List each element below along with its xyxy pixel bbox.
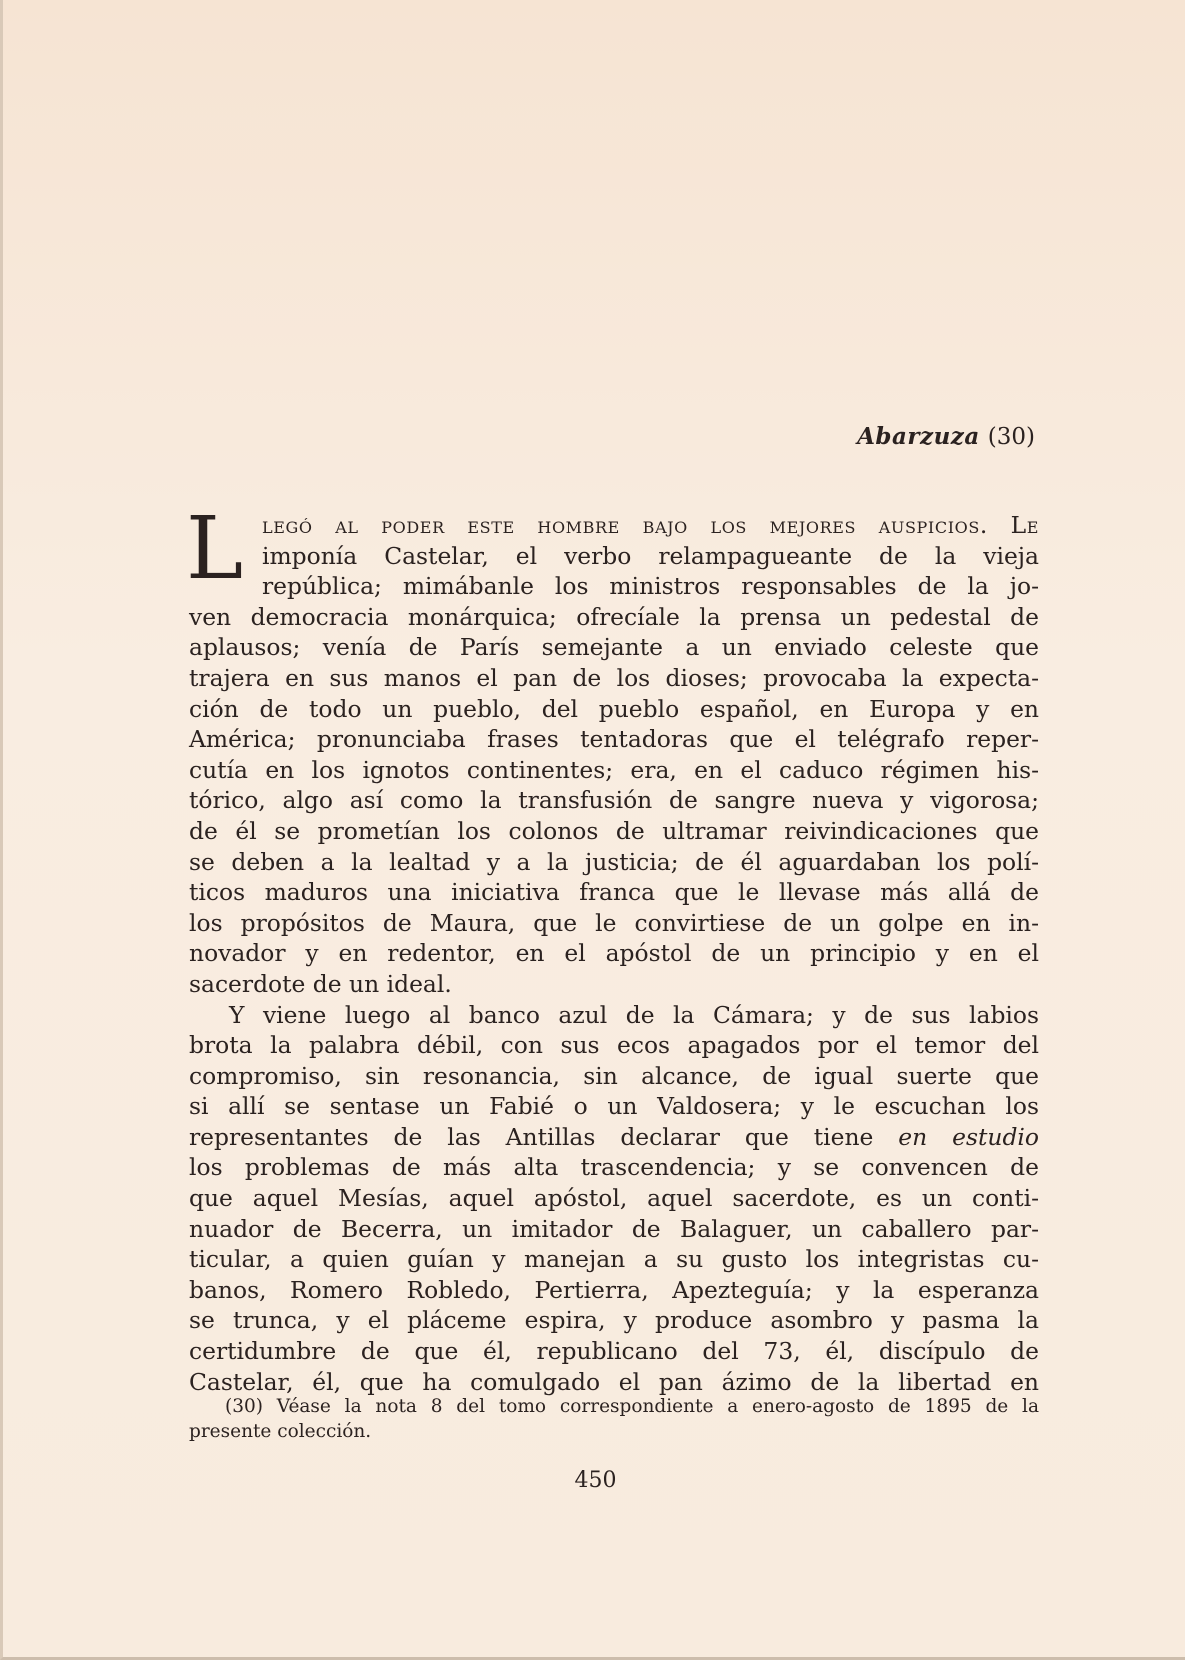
footnote-line: (30) Véase la nota 8 del tomo correspondiente a enero-agosto de 1895 de la	[225, 1396, 1039, 1417]
text-line: ven democracia monárquica; ofrecíale la prensa un pedestal de	[189, 602, 1039, 631]
text-line: Y viene luego al banco azul de la Cámara; y de sus labios	[229, 1000, 1039, 1029]
text-line: república; mimábanle los ministros responsables de la jo-	[262, 572, 1039, 601]
text-line: los propósitos de Maura, que le convirtiese de un golpe en in-	[189, 908, 1039, 937]
text-line: Castelar, él, que ha comulgado el pan ázimo de la libertad en	[189, 1367, 1039, 1396]
chapter-heading	[857, 423, 1035, 450]
body-text	[186, 499, 1039, 1397]
text-line: compromiso, sin resonancia, sin alcance, de igual suerte que	[189, 1061, 1039, 1090]
text-line: ticos maduros una iniciativa franca que le llevase más allá de	[189, 878, 1039, 907]
text-line: imponía Castelar, el verbo relampagueante de la vieja	[262, 541, 1039, 570]
text-line: América; pronunciaba frases tentadoras que el telégrafo reper-	[189, 725, 1039, 754]
text-line: certidumbre de que él, republicano del 73, él, discípulo de	[189, 1337, 1039, 1366]
text-line: sacerdote de un ideal.	[189, 969, 452, 998]
text-line: tórico, algo así como la transfusión de sangre nueva y vigorosa;	[189, 786, 1039, 815]
page-number: 450	[574, 1468, 617, 1493]
footnote-line: presente colección.	[189, 1421, 372, 1442]
heading-footnote-ref: (30)	[987, 424, 1035, 450]
text-line-with-emphasis	[189, 1122, 1039, 1153]
text-line: si allí se sentase un Fabié o un Valdosera; y le escuchan los	[189, 1092, 1039, 1121]
text-line: los problemas de más alta trascendencia; y se convencen de	[189, 1153, 1039, 1182]
text-line: se deben a la lealtad y a la justicia; de él aguardaban los polí-	[189, 847, 1039, 876]
text-line: de él se prometían los colonos de ultramar reivindicaciones que	[189, 816, 1039, 845]
heading-title: Abarzuza	[857, 423, 980, 450]
text-line: trajera en sus manos el pan de los dioses; provocaba la expecta-	[189, 663, 1039, 692]
footnote	[189, 1394, 1039, 1444]
drop-cap: L	[186, 499, 244, 599]
text-line: se trunca, y el pláceme espira, y produce asombro y pasma la	[189, 1306, 1039, 1335]
text-line: banos, Romero Robledo, Pertierra, Apezteguía; y la esperanza	[189, 1275, 1039, 1304]
text-line: ticular, a quien guían y manejan a su gusto los integristas cu-	[189, 1245, 1039, 1274]
text-line: cutía en los ignotos continentes; era, en el caduco régimen his-	[189, 755, 1039, 784]
text-line: aplausos; venía de París semejante a un enviado celeste que	[189, 633, 1039, 662]
text-line: nuador de Becerra, un imitador de Balaguer, un caballero par-	[189, 1214, 1039, 1243]
text-line: ción de todo un pueblo, del pueblo español, en Europa y en	[189, 694, 1039, 723]
text-segment: representantes de las Antillas declarar que tiene	[189, 1122, 899, 1151]
text-line: que aquel Mesías, aquel apóstol, aquel sacerdote, es un conti-	[189, 1184, 1039, 1213]
text-line: brota la palabra débil, con sus ecos apagados por el temor del	[189, 1031, 1039, 1060]
opening-line: legó al poder este hombre bajo los mejores auspicios. Le	[262, 511, 1039, 539]
text-line: novador y en redentor, en el apóstol de un principio y en el	[189, 939, 1039, 968]
emphasis-text: en estudio	[898, 1122, 1039, 1151]
